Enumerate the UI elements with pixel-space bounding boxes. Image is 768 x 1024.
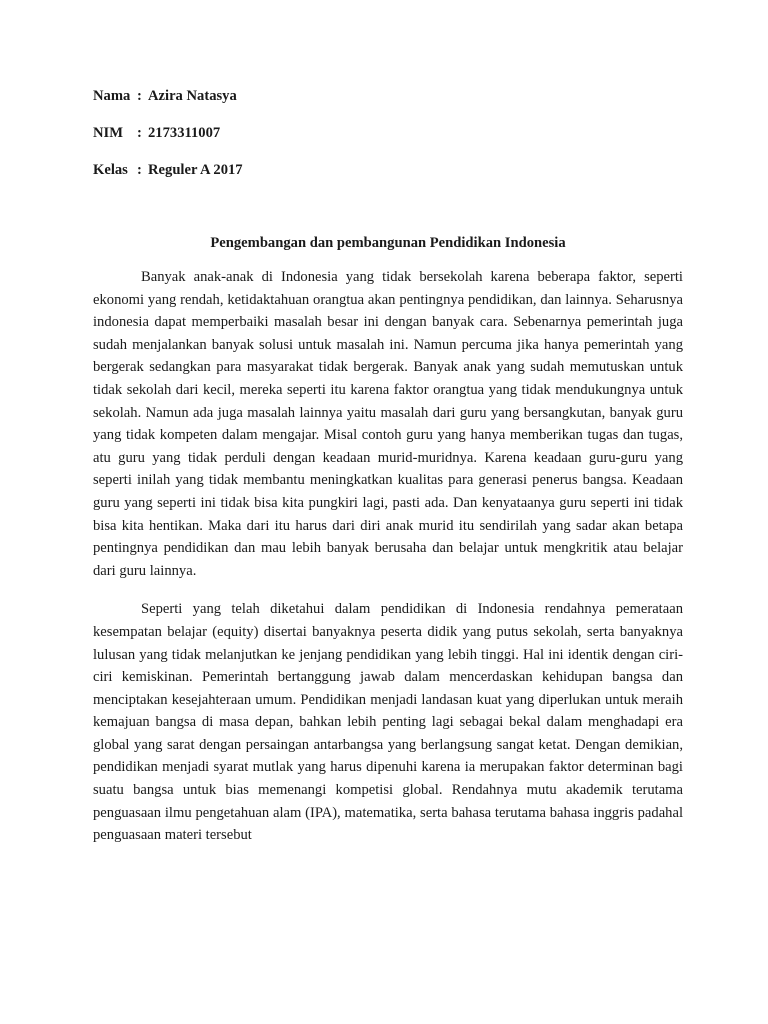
paragraph-1: Banyak anak-anak di Indonesia yang tidak bersekolah karena beberapa faktor, seperti ekonomi yang rendah, ketidaktahuan orangtua akan pentingnya pendidikan, dan lainnya. Seharusnya indonesia dapat memperbaiki masalah besar ini dengan banyak cara. Sebenarnya pemerintah juga sudah menjalankan banyak solusi untuk masalah ini. Namun percuma jika hanya pemerintah yang bergerak sedangkan para masyarakat tidak bergerak. Banyak anak yang sudah memutuskan untuk tidak sekolah dari kecil, mereka seperti itu karena faktor orangtua yang tidak mendukungnya untuk sekolah. Namun ada juga masalah lainnya yaitu masalah dari guru yang bersangkutan, banyak guru yang tidak kompeten dalam mengajar. Misal contoh guru yang hanya memberikan tugas dan tugas, atu guru yang tidak perduli dengan keadaan murid-muridnya. Karena keadaan guru-guru yang seperti inilah yang tidak membantu meningkatkan kualitas para generasi penerus bangsa. Keadaan guru yang seperti ini tidak bisa kita pungkiri lagi, pasti ada. Dan kenyataanya guru seperti ini tidak bisa kita hentikan. Maka dari itu harus dari diri anak murid itu sendirilah yang sadar akan betapa pentingnya pendidikan dan mau lebih banyak berusaha dan belajar untuk mengkritik atau belajar dari guru lainnya. — [93, 269, 683, 579]
document-title: Pengembangan dan pembangunan Pendidikan Indonesia — [210, 235, 566, 251]
name-row — [93, 86, 493, 106]
name-value: Azira Natasya — [148, 88, 237, 104]
nim-value: 2173311007 — [148, 125, 221, 141]
nim-separator: : — [137, 125, 142, 141]
document-body — [93, 266, 683, 863]
name-label: Nama — [93, 88, 131, 104]
nim-label: NIM — [93, 125, 123, 141]
identity-block — [93, 86, 493, 180]
class-separator: : — [137, 162, 142, 178]
class-row — [93, 160, 493, 180]
paragraph-2: Seperti yang telah diketahui dalam pendidikan di Indonesia rendahnya pemerataan kesempatan belajar (equity) disertai banyaknya peserta didik yang putus sekolah, serta banyaknya lulusan yang tidak melanjutkan ke jenjang pendidikan yang lebih tinggi. Hal ini identik dengan ciri-ciri kemiskinan. Pemerintah bertanggung jawab dalam mencerdaskan kehidupan bangsa dan menciptakan kesejahteraan umum. Pendidikan menjadi landasan kuat yang diperlukan untuk meraih kemajuan bangsa di masa depan, bahkan lebih penting lagi sebagai bekal dalam menghadapi era global yang sarat dengan persaingan antarbangsa yang berlangsung sangat ketat. Dengan demikian, pendidikan menjadi syarat mutlak yang harus dipenuhi karena ia merupakan faktor determinan bagi suatu bangsa untuk bias memenangi kompetisi global. Rendahnya mutu akademik terutama penguasaan ilmu pengetahuan alam (IPA), matematika, serta bahasa terutama bahasa inggris padahal penguasaan materi tersebut — [93, 601, 683, 844]
nim-row — [93, 123, 493, 143]
class-value: Reguler A 2017 — [148, 162, 243, 178]
class-label: Kelas — [93, 162, 128, 178]
name-separator: : — [137, 88, 142, 104]
